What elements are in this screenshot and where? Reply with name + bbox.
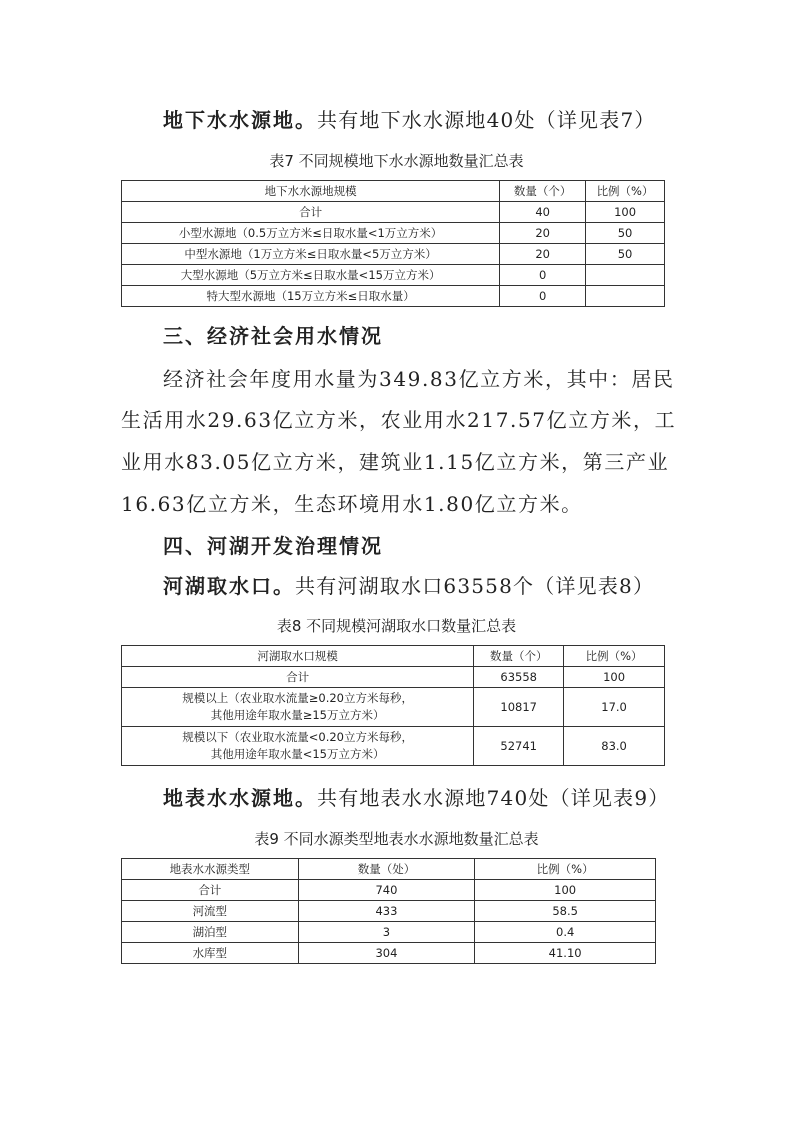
table-row [122, 244, 665, 265]
table-cell: 0.4 [475, 922, 656, 943]
table-row [122, 688, 665, 727]
table-row [122, 922, 656, 943]
table-cell [122, 688, 474, 727]
table-header-row [122, 859, 656, 880]
table-9 [121, 858, 656, 964]
table-cell: 0 [500, 286, 586, 307]
table-row [122, 202, 665, 223]
table-cell: 433 [298, 901, 475, 922]
section-heading-4: 四、河湖开发治理情况 [163, 534, 383, 558]
table-cell: 3 [298, 922, 475, 943]
table-cell: 100 [564, 667, 665, 688]
table-cell: 58.5 [475, 901, 656, 922]
table-8-caption: 表8 不同规模河湖取水口数量汇总表 [276, 617, 517, 635]
table-cell: 63558 [474, 667, 564, 688]
table-cell: 17.0 [564, 688, 665, 727]
paragraph-text: 共有地表水水源地740处（详见表9） [317, 786, 670, 810]
paragraph-text: 共有河湖取水口63558个（详见表8） [295, 574, 655, 598]
body-line: 业用水83.05亿立方米，建筑业1.15亿立方米，第三产业 [121, 450, 670, 474]
cell-line: 其他用途年取水量<15万立方米） [210, 747, 385, 761]
table-row [122, 901, 656, 922]
table-cell: 0 [500, 265, 586, 286]
surface-water-source-paragraph [163, 782, 670, 811]
table-cell [122, 727, 474, 766]
table-cell: 合计 [122, 202, 500, 223]
table-cell: 41.10 [475, 943, 656, 964]
header-cell: 地下水水源地规模 [122, 181, 500, 202]
table-cell: 100 [475, 880, 656, 901]
table-cell: 特大型水源地（15万立方米≤日取水量） [122, 286, 500, 307]
paragraph-text: 共有地下水水源地40处（详见表7） [317, 108, 656, 132]
header-cell: 比例（%） [564, 646, 665, 667]
cell-line: 其他用途年取水量≥15万立方米） [210, 708, 385, 722]
table-row [122, 223, 665, 244]
table-cell: 10817 [474, 688, 564, 727]
body-line: 16.63亿立方米，生态环境用水1.80亿立方米。 [121, 492, 583, 516]
table-row [122, 265, 665, 286]
table-cell: 50 [586, 244, 665, 265]
table-cell: 40 [500, 202, 586, 223]
cell-line: 规模以下（农业取水流量<0.20立方米每秒， [182, 730, 413, 744]
table-cell: 740 [298, 880, 475, 901]
table-9-caption: 表9 不同水源类型地表水水源地数量汇总表 [254, 830, 539, 848]
table-cell: 合计 [122, 667, 474, 688]
header-cell: 比例（%） [475, 859, 656, 880]
paragraph-lead: 河湖取水口。 [163, 574, 295, 598]
table-7-caption: 表7 不同规模地下水水源地数量汇总表 [269, 152, 524, 170]
body-line: 经济社会年度用水量为349.83亿立方米，其中：居民 [163, 367, 675, 391]
river-lake-intake-paragraph [163, 570, 654, 599]
cell-line: 规模以上（农业取水流量≥0.20立方米每秒， [182, 691, 413, 705]
header-cell: 比例（%） [586, 181, 665, 202]
table-cell: 中型水源地（1万立方米≤日取水量<5万立方米） [122, 244, 500, 265]
table-cell [586, 265, 665, 286]
table-cell [586, 286, 665, 307]
table-cell: 合计 [122, 880, 299, 901]
table-header-row [122, 181, 665, 202]
table-8 [121, 645, 665, 766]
table-cell: 20 [500, 244, 586, 265]
table-cell: 湖泊型 [122, 922, 299, 943]
header-cell: 数量（个） [500, 181, 586, 202]
section-heading-3: 三、经济社会用水情况 [163, 324, 383, 348]
table-cell: 20 [500, 223, 586, 244]
table-cell: 100 [586, 202, 665, 223]
table-header-row [122, 646, 665, 667]
table-cell: 83.0 [564, 727, 665, 766]
table-cell: 河流型 [122, 901, 299, 922]
table-7 [121, 180, 665, 307]
paragraph-lead: 地下水水源地。 [163, 108, 317, 132]
table-cell: 52741 [474, 727, 564, 766]
table-cell: 大型水源地（5万立方米≤日取水量<15万立方米） [122, 265, 500, 286]
header-cell: 地表水水源类型 [122, 859, 299, 880]
table-row [122, 880, 656, 901]
table-row [122, 667, 665, 688]
table-row [122, 727, 665, 766]
header-cell: 数量（个） [474, 646, 564, 667]
paragraph-lead: 地表水水源地。 [163, 786, 317, 810]
table-cell: 304 [298, 943, 475, 964]
table-row [122, 286, 665, 307]
table-cell: 小型水源地（0.5万立方米≤日取水量<1万立方米） [122, 223, 500, 244]
table-cell: 水库型 [122, 943, 299, 964]
groundwater-source-paragraph [163, 104, 656, 133]
header-cell: 河湖取水口规模 [122, 646, 474, 667]
table-row [122, 943, 656, 964]
table-cell: 50 [586, 223, 665, 244]
header-cell: 数量（处） [298, 859, 475, 880]
body-line: 生活用水29.63亿立方米，农业用水217.57亿立方米，工 [121, 408, 677, 432]
